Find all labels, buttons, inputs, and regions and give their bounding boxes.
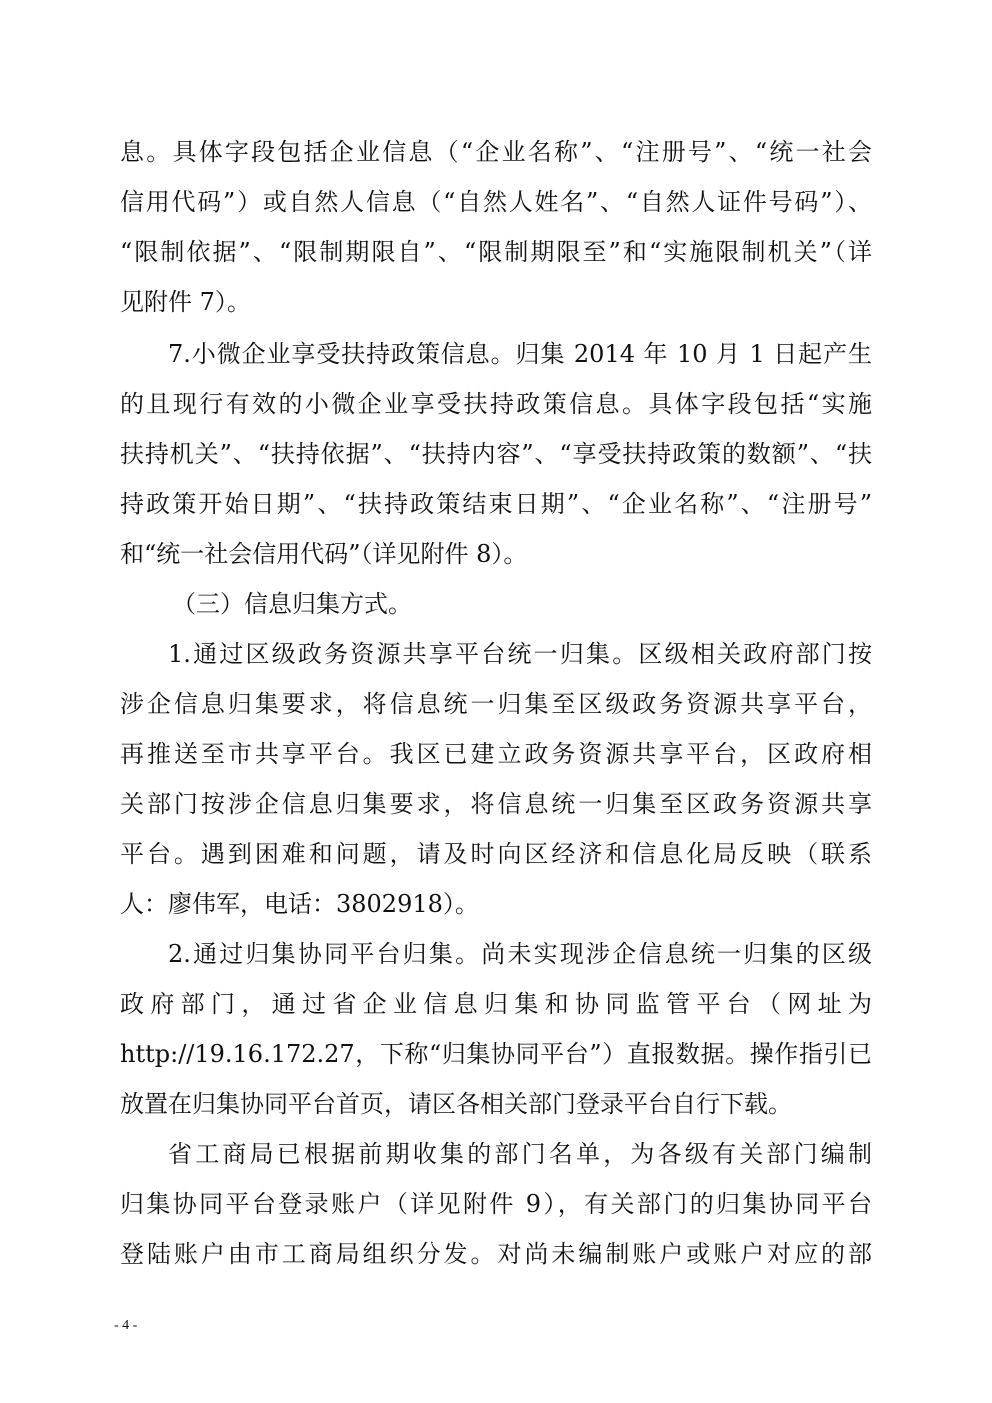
text-line: 归集协同平台登录账户（详见附件 9），有关部门的归集协同平台 [120, 1190, 872, 1218]
text-line: 的且现行有效的小微企业享受扶持政策信息。具体字段包括“实施 [120, 390, 872, 418]
text-line: 和“统一社会信用代码”（详见附件 8）。 [120, 540, 528, 568]
text-line: 省工商局已根据前期收集的部门名单，为各级有关部门编制 [168, 1140, 872, 1168]
text-line: 持政策开始日期”、“扶持政策结束日期”、“企业名称”、“注册号” [120, 490, 872, 518]
text-line: 息。具体字段包括企业信息（“企业名称”、“注册号”、“统一社会 [120, 138, 872, 166]
text-line: 平台。遇到困难和问题，请及时向区经济和信息化局反映（联系 [120, 840, 872, 868]
text-line: 政府部门，通过省企业信息归集和协同监管平台（网址为 [120, 990, 872, 1018]
text-line: 7.小微企业享受扶持政策信息。归集 2014 年 10 月 1 日起产生 [168, 340, 872, 368]
section-heading: （三）信息归集方式。 [172, 590, 412, 618]
text-line: 再推送至市共享平台。我区已建立政务资源共享平台，区政府相 [120, 740, 872, 768]
text-line: 人：廖伟军，电话：3802918）。 [120, 890, 479, 918]
text-line: 关部门按涉企信息归集要求，将信息统一归集至区政务资源共享 [120, 790, 872, 818]
text-line: 2.通过归集协同平台归集。尚未实现涉企信息统一归集的区级 [168, 940, 872, 968]
text-line: 1.通过区级政务资源共享平台统一归集。区级相关政府部门按 [168, 640, 872, 668]
text-line: 见附件 7）。 [120, 288, 251, 316]
text-line: 放置在归集协同平台首页，请区各相关部门登录平台自行下载。 [120, 1090, 792, 1118]
text-line: 信用代码”）或自然人信息（“自然人姓名”、“自然人证件号码”）、 [120, 188, 872, 216]
text-line: 扶持机关”、“扶持依据”、“扶持内容”、“享受扶持政策的数额”、“扶 [120, 440, 872, 468]
text-line: http://19.16.172.27，下称“归集协同平台”）直报数据。操作指引已 [120, 1040, 872, 1068]
text-line: “限制依据”、“限制期限自”、“限制期限至”和“实施限制机关”（详 [120, 238, 872, 266]
text-line: 涉企信息归集要求，将信息统一归集至区级政务资源共享平台， [120, 690, 872, 718]
text-line: 登陆账户由市工商局组织分发。对尚未编制账户或账户对应的部 [120, 1240, 872, 1268]
page-number: - 4 - [114, 1318, 138, 1333]
